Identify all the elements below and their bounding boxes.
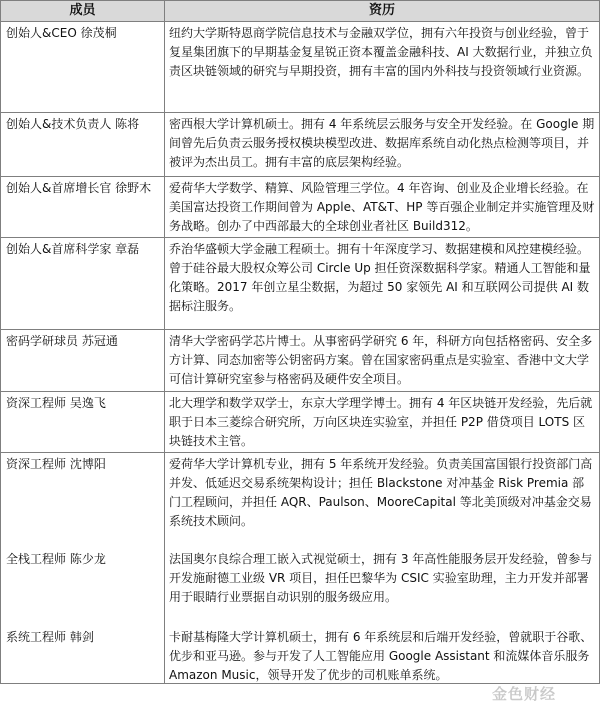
member-cell: 创始人&CEO 徐茂桐 <box>1 22 165 113</box>
bio-cell: 密西根大学计算机硕士。拥有 4 年系统层云服务与安全开发经验。在 Google 期间曾先后负责云服务授权模块模型改进、数据库系统自动化热点检测等项目，并被评为杰出员工。拥有丰富的底层架构经验。 <box>165 113 600 177</box>
member-cell: 密码学研球员 苏冠通 <box>1 330 165 392</box>
member-cell: 创始人&首席增长官 徐野木 <box>1 177 165 238</box>
member-group-cell <box>1 453 165 684</box>
bio-cell: 爱荷华大学数学、精算、风险管理三学位。4 年咨询、创业及企业增长经验。在美国富达投资工作期间曾为 Apple、AT&T、HP 等百强企业制定并实施管理及财务战略。创办了中西部最大的全球创业者社区 Build312。 <box>165 177 600 238</box>
bio-cell: 纽约大学斯特恩商学院信息技术与金融双学位，拥有六年投资与创业经验，曾于复星集团旗下的早期基金复星锐正资本覆盖金融科技、AI 大数据行业，并独立负责区块链领域的研究与早期投资，拥有丰富的国内外科技与投资领域行业资源。 <box>165 22 600 113</box>
member-cell: 资深工程师 吴逸飞 <box>1 392 165 453</box>
table-row <box>1 177 600 238</box>
member-name: 资深工程师 沈博阳 <box>6 457 106 471</box>
watermark-logo: 金色财经 <box>491 685 556 703</box>
table-row-group <box>1 453 600 684</box>
table-header-row <box>1 1 600 22</box>
table-row <box>1 392 600 453</box>
header-bio: 资历 <box>165 1 600 22</box>
bio-cell: 北大理学和数学双学士，东京大学理学博士。拥有 4 年区块链开发经验，先后就职于日本三菱综合研究所，万向区块连实验室，并担任 P2P 借贷项目 LOTS 区块链技术主管。 <box>165 392 600 453</box>
table-row <box>1 22 600 113</box>
bio-text: 爱荷华大学计算机专业，拥有 5 年系统开发经验。负责美国富国银行投资部门高并发、低延迟交易系统架构设计；担任 Blackstone 对冲基金 Risk Premia 部门工程顾问，并担任 AQR、Paulson、MooreCapital 等北美顶级对冲基金交易系统技术顾问。 <box>169 457 593 528</box>
bio-cell: 清华大学密码学芯片博士。从事密码学研究 6 年，科研方向包括格密码、安全多方计算、同态加密等公钥密码方案。曾在国家密码重点是实验室、香港中文大学可信计算研究室参与格密码及硬件安全项目。 <box>165 330 600 392</box>
table-row <box>1 238 600 330</box>
bio-cell: 乔治华盛顿大学金融工程硕士。拥有十年深度学习、数据建模和风控建模经验。曾于硅谷最大股权众筹公司 Circle Up 担任资深数据科学家。精通人工智能和量化策略。2017 年创立星尘数据，为超过 50 家领先 AI 和互联网公司提供 AI 数据标注服务。 <box>165 238 600 330</box>
member-name: 系统工程师 韩剑 <box>6 630 94 644</box>
member-name: 全栈工程师 陈少龙 <box>6 552 106 566</box>
table-row <box>1 330 600 392</box>
member-cell: 创始人&技术负责人 陈将 <box>1 113 165 177</box>
bio-group-cell <box>165 453 600 684</box>
member-cell: 创始人&首席科学家 章磊 <box>1 238 165 330</box>
bio-text: 卡耐基梅隆大学计算机硕士，拥有 6 年系统层和后端开发经验，曾就职于谷歌、优步和亚马逊。参与开发了人工智能应用 Google Assistant 和流媒体音乐服务 Amazon Music，领导开发了优步的司机账单系统。 <box>169 630 593 682</box>
bio-text: 法国奥尔良综合理工嵌入式视觉硕士，拥有 3 年高性能服务层开发经验，曾参与开发施耐德工业级 VR 项目，担任巴黎华为 CSIC 实验室助理，主力开发并部署用于眼睛行业票据自动识别的服务级应用。 <box>169 552 593 604</box>
header-member: 成员 <box>1 1 165 22</box>
table-row <box>1 113 600 177</box>
